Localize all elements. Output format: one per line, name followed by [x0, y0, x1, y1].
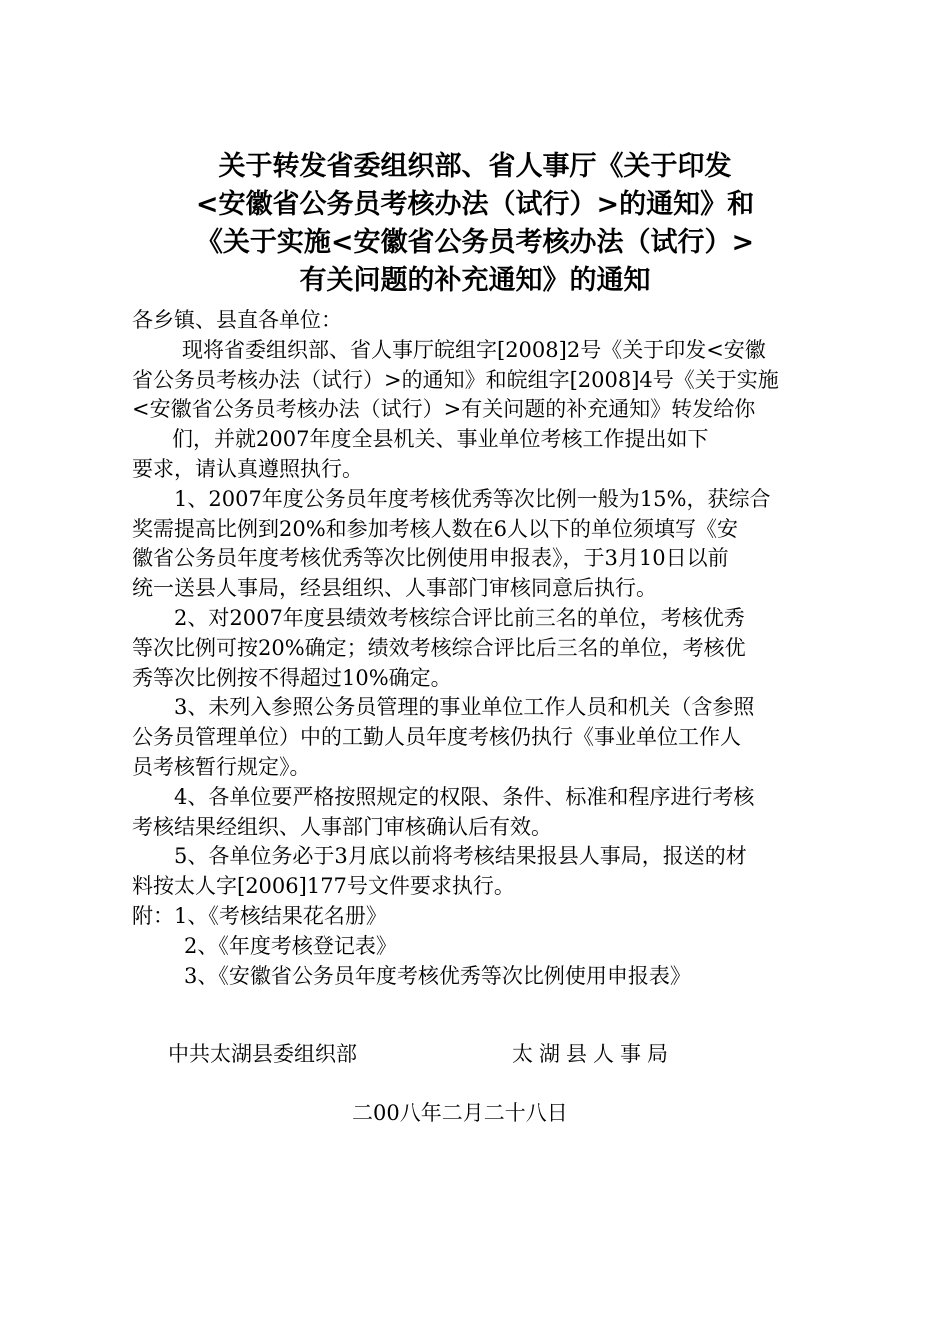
paragraph-line: 现将省委组织部、省人事厅皖组字[2008]2号《关于印发<安徽	[182, 337, 766, 362]
paragraph-line: <安徽省公务员考核办法（试行）>有关问题的补充通知》转发给你	[132, 397, 756, 422]
item-4	[132, 783, 822, 843]
paragraph-line: 奖需提高比例到20%和参加考核人数在6人以下的单位须填写《安	[132, 516, 739, 541]
paragraph-line: 等次比例可按20%确定；绩效考核综合评比后三名的单位，考核优	[132, 635, 746, 660]
intro-paragraph	[132, 336, 822, 485]
paragraph-line: 秀等次比例按不得超过10%确定。	[132, 665, 452, 690]
paragraph-line: 统一送县人事局，经县组织、人事部门审核同意后执行。	[132, 576, 657, 601]
paragraph-line: 料按太人字[2006]177号文件要求执行。	[132, 874, 515, 899]
title-line: 有关问题的补充通知》的通知	[299, 265, 651, 296]
item-1	[132, 485, 822, 604]
salutation: 各乡镇、县直各单位：	[132, 308, 342, 332]
paragraph-line: 4、各单位要严格按照规定的权限、条件、标准和程序进行考核	[174, 784, 755, 809]
paragraph-line: 们，并就2007年度全县机关、事业单位考核工作提出如下	[172, 427, 709, 452]
paragraph-line: 考核结果经组织、人事部门审核确认后有效。	[132, 814, 552, 839]
document-body	[132, 306, 822, 991]
item-2	[132, 604, 822, 693]
paragraph-line: 公务员管理单位）中的工勤人员年度考核仍执行《事业单位工作人	[132, 725, 741, 750]
signature-right: 太湖县人事局	[512, 1042, 674, 1066]
attachments	[132, 902, 822, 991]
signature-left: 中共太湖县委组织部	[168, 1042, 357, 1066]
paragraph-line: 省公务员考核办法（试行）>的通知》和皖组字[2008]4号《关于实施	[132, 367, 779, 392]
item-3	[132, 693, 822, 782]
paragraph-line: 1、2007年度公务员年度考核优秀等次比例一般为15%，获综合	[174, 486, 771, 511]
attachment-line: 附：1、《考核结果花名册》	[132, 903, 387, 928]
attachment-line: 2、《年度考核登记表》	[184, 933, 397, 958]
item-5	[132, 842, 822, 902]
title-line: <安徽省公务员考核办法（试行）>的通知》和	[195, 189, 755, 220]
title-line: 关于转发省委组织部、省人事厅《关于印发	[218, 151, 732, 182]
paragraph-line: 5、各单位务必于3月底以前将考核结果报县人事局，报送的材	[174, 844, 747, 869]
document-date: 二00八年二月二十八日	[352, 1101, 568, 1125]
paragraph-line: 2、对2007年度县绩效考核综合评比前三名的单位，考核优秀	[174, 605, 745, 630]
title-line: 《关于实施<安徽省公务员考核办法（试行）>	[195, 227, 755, 258]
paragraph-line: 3、未列入参照公务员管理的事业单位工作人员和机关（含参照	[174, 695, 755, 720]
paragraph-line: 员考核暂行规定》。	[132, 754, 311, 779]
paragraph-line: 徽省公务员年度考核优秀等次比例使用申报表》，于3月10日以前	[132, 546, 729, 571]
attachment-line: 3、《安徽省公务员年度考核优秀等次比例使用申报表》	[184, 963, 691, 988]
paragraph-line: 要求，请认真遵照执行。	[132, 456, 363, 481]
document-title	[90, 148, 860, 300]
